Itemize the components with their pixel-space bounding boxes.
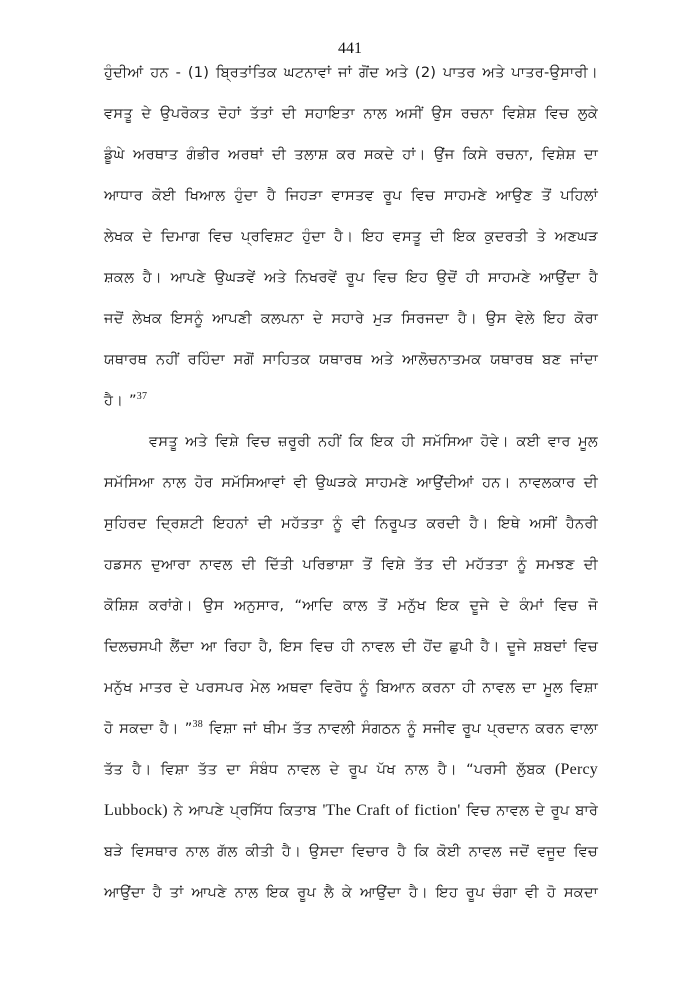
footnote-marker-37: 37 (136, 391, 148, 402)
text-line-end (104, 386, 598, 427)
text-line: ਆਧਾਰ ਕੋਈ ਖਿਆਲ ਹੁੰਦਾ ਹੈ ਜਿਹੜਾ ਵਾਸਤਵ ਰੂਪ ਵਿਚ ਸਾਹਮਣੇ ਆਉਣ ਤੋਂ ਪਹਿਲਾਂ (104, 187, 598, 204)
text-line: ਸਮੱਸਿਆ ਨਾਲ ਹੋਰ ਸਮੱਸਿਆਵਾਂ ਵੀ ਉਘੜਕੇ ਸਾਹਮਣੇ ਆਉਂਦੀਆਂ ਹਨ। ਨਾਵਲਕਾਰ ਦੀ (104, 474, 598, 491)
text-line: ਮਨੁੱਖ ਮਾਤਰ ਦੇ ਪਰਸਪਰ ਮੇਲ ਅਥਵਾ ਵਿਰੋਧ ਨੂੰ ਬਿਆਨ ਕਰਨਾ ਹੀ ਨਾਵਲ ਦਾ ਮੂਲ ਵਿਸ਼ਾ (104, 679, 598, 696)
text-line: ਡੂੰਘੇ ਅਰਥਾਤ ਗੰਭੀਰ ਅਰਥਾਂ ਦੀ ਤਲਾਸ਼ ਕਰ ਸਕਦੇ ਹਾਂ। ਉਂਜ ਕਿਸੇ ਰਚਨਾ, ਵਿਸ਼ੇਸ਼ ਦਾ (104, 146, 598, 163)
text-line: ਜਦੋਂ ਲੇਖਕ ਇਸਨੂੰ ਆਪਣੀ ਕਲਪਨਾ ਦੇ ਸਹਾਰੇ ਮੁੜ ਸਿਰਜਦਾ ਹੈ। ਉਸ ਵੇਲੇ ਇਹ ਕੋਰਾ (104, 310, 598, 327)
text-fragment: ਵਿਚ ਨਾਵਲ ਦੇ ਰੂਪ ਬਾਰੇ (460, 802, 599, 819)
text-line: ਕੋਸ਼ਿਸ਼ ਕਰਾਂਗੇ। ਉਸ ਅਨੁਸਾਰ, “ਆਦਿ ਕਾਲ ਤੋਂ ਮਨੁੱਖ ਇਕ ਦੂਜੇ ਦੇ ਕੰਮਾਂ ਵਿਚ ਜੋ (104, 597, 598, 614)
text-line-lubbock (104, 796, 598, 837)
paragraph-continuation (104, 58, 598, 427)
text-fragment: ਨੇ ਆਪਣੇ ਪ੍ਰਸਿੱਧ ਕਿਤਾਬ (167, 802, 323, 819)
text-line: ਬੜੇ ਵਿਸਥਾਰ ਨਾਲ ਗੱਲ ਕੀਤੀ ਹੈ। ਉਸਦਾ ਵਿਚਾਰ ਹੈ ਕਿ ਕੋਈ ਨਾਵਲ ਜਦੋਂ ਵਜੂਦ ਵਿਚ (104, 843, 598, 860)
author-name-latin: (Percy (555, 761, 598, 778)
text-line-indented: ਵਸਤੂ ਅਤੇ ਵਿਸ਼ੇ ਵਿਚ ਜ਼ਰੂਰੀ ਨਹੀਂ ਕਿ ਇਕ ਹੀ ਸਮੱਸਿਆ ਹੋਵੇ। ਕਈ ਵਾਰ ਮੂਲ (149, 433, 598, 450)
text-line: ਹੁੰਦੀਆਂ ਹਨ - (1) ਬ੍ਰਿਤਾਂਤਿਕ ਘਟਨਾਵਾਂ ਜਾਂ ਗੋਂਦ ਅਤੇ (2) ਪਾਤਰ ਅਤੇ ਪਾਤਰ-ਉਸਾਰੀ। (104, 64, 598, 81)
text-line: ਸੁਹਿਰਦ ਦ੍ਰਿਸ਼ਟੀ ਇਹਨਾਂ ਦੀ ਮਹੱਤਤਾ ਨੂੰ ਵੀ ਨਿਰੂਪਤ ਕਰਦੀ ਹੈ। ਇਥੇ ਅਸੀਂ ਹੈਨਰੀ (104, 515, 598, 532)
text-line: ਆਉਂਦਾ ਹੈ ਤਾਂ ਆਪਣੇ ਨਾਲ ਇਕ ਰੂਪ ਲੈ ਕੇ ਆਉਂਦਾ ਹੈ। ਇਹ ਰੂਪ ਚੰਗਾ ਵੀ ਹੋ ਸਕਦਾ (104, 884, 598, 901)
text-line: ਲੇਖਕ ਦੇ ਦਿਮਾਗ ਵਿਚ ਪ੍ਰਵਿਸ਼ਟ ਹੁੰਦਾ ਹੈ। ਇਹ ਵਸਤੂ ਦੀ ਇਕ ਕੁਦਰਤੀ ਤੇ ਅਣਘੜ (104, 228, 598, 245)
footnote-marker-38: 38 (192, 719, 203, 730)
text-line: ਵਸਤੂ ਦੇ ਉਪਰੋਕਤ ਦੋਹਾਂ ਤੱਤਾਂ ਦੀ ਸਹਾਇਤਾ ਨਾਲ ਅਸੀਂ ਉਸ ਰਚਨਾ ਵਿਸ਼ੇਸ਼ ਵਿਚ ਲੁਕੇ (104, 105, 598, 122)
text-fragment: ਹੈ। ” (104, 392, 137, 409)
text-line: ਹਡਸਨ ਦੁਆਰਾ ਨਾਵਲ ਦੀ ਦਿੱਤੀ ਪਰਿਭਾਸ਼ਾ ਤੋਂ ਵਿਸ਼ੇ ਤੱਤ ਦੀ ਮਹੱਤਤਾ ਨੂੰ ਸਮਝਣ ਦੀ (104, 556, 598, 573)
text-line-footnote (104, 714, 598, 755)
text-line: ਸ਼ਕਲ ਹੈ। ਆਪਣੇ ਉਘੜਵੇਂ ਅਤੇ ਨਿਖਰਵੇਂ ਰੂਪ ਵਿਚ ਇਹ ਉਦੋਂ ਹੀ ਸਾਹਮਣੇ ਆਉਂਦਾ ਹੈ (104, 269, 598, 286)
page-body (104, 58, 598, 919)
author-name-latin: Lubbock) (104, 802, 168, 819)
text-fragment: ਵਿਸ਼ਾ ਜਾਂ ਥੀਮ ਤੱਤ ਨਾਵਲੀ ਸੰਗਠਨ ਨੂੰ ਸਜੀਵ ਰੂਪ ਪ੍ਰਦਾਨ ਕਰਨ ਵਾਲਾ (202, 720, 598, 737)
text-fragment: ਹੋ ਸਕਦਾ ਹੈ। ” (104, 720, 193, 737)
text-line-percy (104, 755, 598, 796)
text-fragment: ਤੱਤ ਹੈ। ਵਿਸ਼ਾ ਤੱਤ ਦਾ ਸੰਬੰਧ ਨਾਵਲ ਦੇ ਰੂਪ ਪੱਖ ਨਾਲ ਹੈ। “ਪਰਸੀ ਲੁੱਬਕ (104, 761, 556, 778)
text-line: ਯਥਾਰਥ ਨਹੀਂ ਰਹਿੰਦਾ ਸਗੋਂ ਸਾਹਿਤਕ ਯਥਾਰਥ ਅਤੇ ਆਲੋਚਨਾਤਮਕ ਯਥਾਰਥ ਬਣ ਜਾਂਦਾ (104, 351, 598, 368)
book-title: 'The Craft of fiction' (322, 802, 461, 819)
page-number: 441 (338, 40, 362, 57)
text-line: ਦਿਲਚਸਪੀ ਲੈਂਦਾ ਆ ਰਿਹਾ ਹੈ, ਇਸ ਵਿਚ ਹੀ ਨਾਵਲ ਦੀ ਹੋਂਦ ਛੁਪੀ ਹੈ। ਦੂਜੇ ਸ਼ਬਦਾਂ ਵਿਚ (104, 638, 598, 655)
paragraph-theme (104, 427, 598, 919)
